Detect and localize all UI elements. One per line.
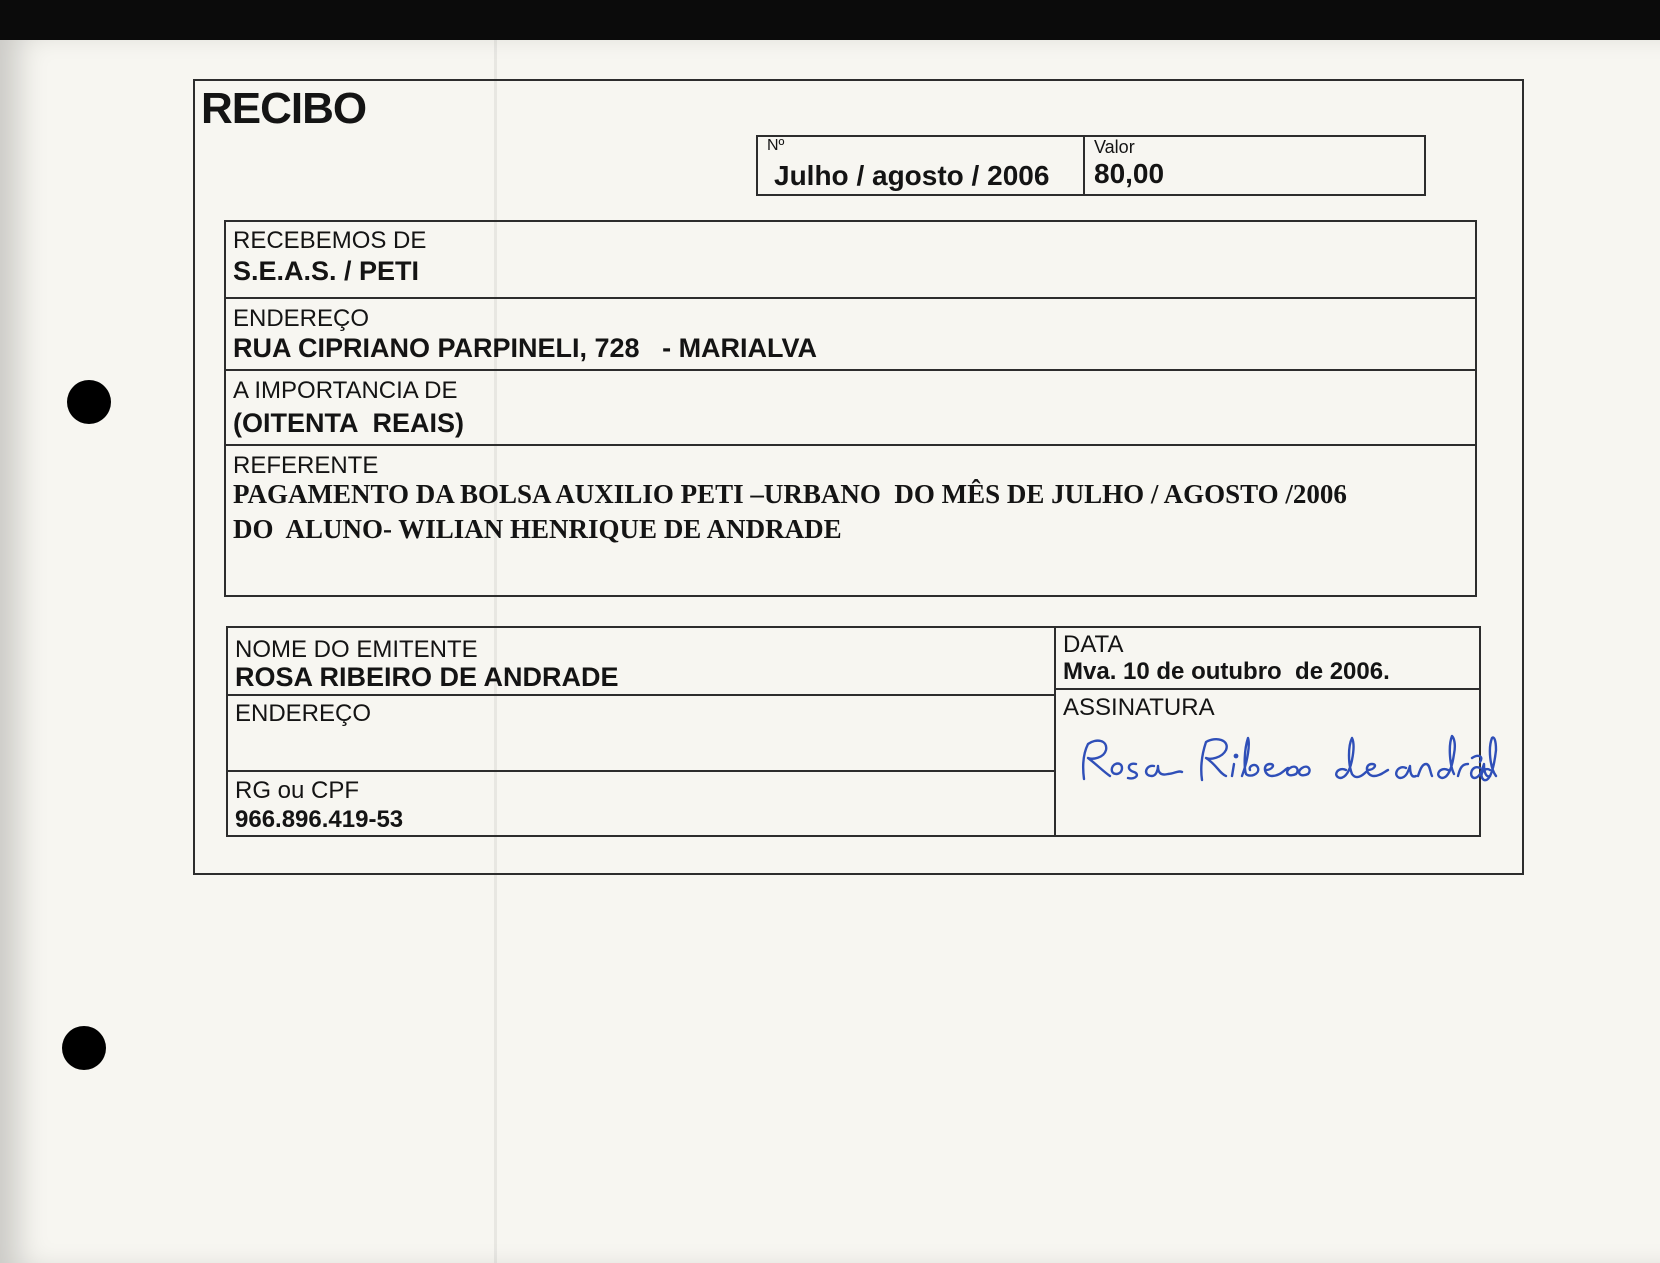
recebemos-label: RECEBEMOS DE: [233, 227, 427, 254]
payer-divider-1: [224, 297, 1477, 299]
rg-cpf-label: RG ou CPF: [235, 777, 360, 804]
endereco-value: RUA CIPRIANO PARPINELI, 728 - MARIALVA: [233, 333, 818, 363]
nome-emitente-value: ROSA RIBEIRO DE ANDRADE: [235, 662, 619, 692]
number-value-box: [756, 135, 1426, 196]
data-value: Mva. 10 de outubro de 2006.: [1063, 658, 1390, 685]
importancia-value: (OITENTA REAIS): [233, 408, 464, 438]
recebemos-value: S.E.A.S. / PETI: [233, 256, 420, 286]
referente-line-2: DO ALUNO- WILIAN HENRIQUE DE ANDRADE: [233, 514, 842, 544]
numero-label: Nº: [767, 137, 785, 154]
handwritten-signature: [1070, 724, 1500, 794]
numero-value: Julho / agosto / 2006: [774, 160, 1050, 191]
number-value-divider: [1083, 137, 1085, 194]
valor-value: 80,00: [1094, 158, 1165, 189]
assinatura-label: ASSINATURA: [1063, 694, 1215, 721]
payer-divider-3: [224, 444, 1477, 446]
punch-hole-top: [67, 380, 111, 424]
punch-hole-bottom: [62, 1026, 106, 1070]
issuer-divider-left-1: [226, 694, 1055, 696]
rg-cpf-value: 966.896.419-53: [235, 806, 404, 833]
issuer-divider-left-2: [226, 770, 1055, 772]
receipt-title: RECIBO: [201, 84, 367, 133]
data-label: DATA: [1063, 631, 1124, 658]
emitente-endereco-label: ENDEREÇO: [235, 700, 372, 727]
endereco-label: ENDEREÇO: [233, 305, 370, 332]
referente-line-1: PAGAMENTO DA BOLSA AUXILIO PETI –URBANO DO MÊS DE JULHO / AGOSTO /2006: [233, 479, 1347, 509]
payer-divider-2: [224, 369, 1477, 371]
importancia-label: A IMPORTANCIA DE: [233, 377, 458, 404]
issuer-divider-right-1: [1054, 688, 1481, 690]
nome-emitente-label: NOME DO EMITENTE: [235, 636, 478, 663]
issuer-column-divider: [1054, 626, 1056, 837]
valor-label: Valor: [1094, 137, 1135, 157]
referente-label: REFERENTE: [233, 452, 379, 479]
